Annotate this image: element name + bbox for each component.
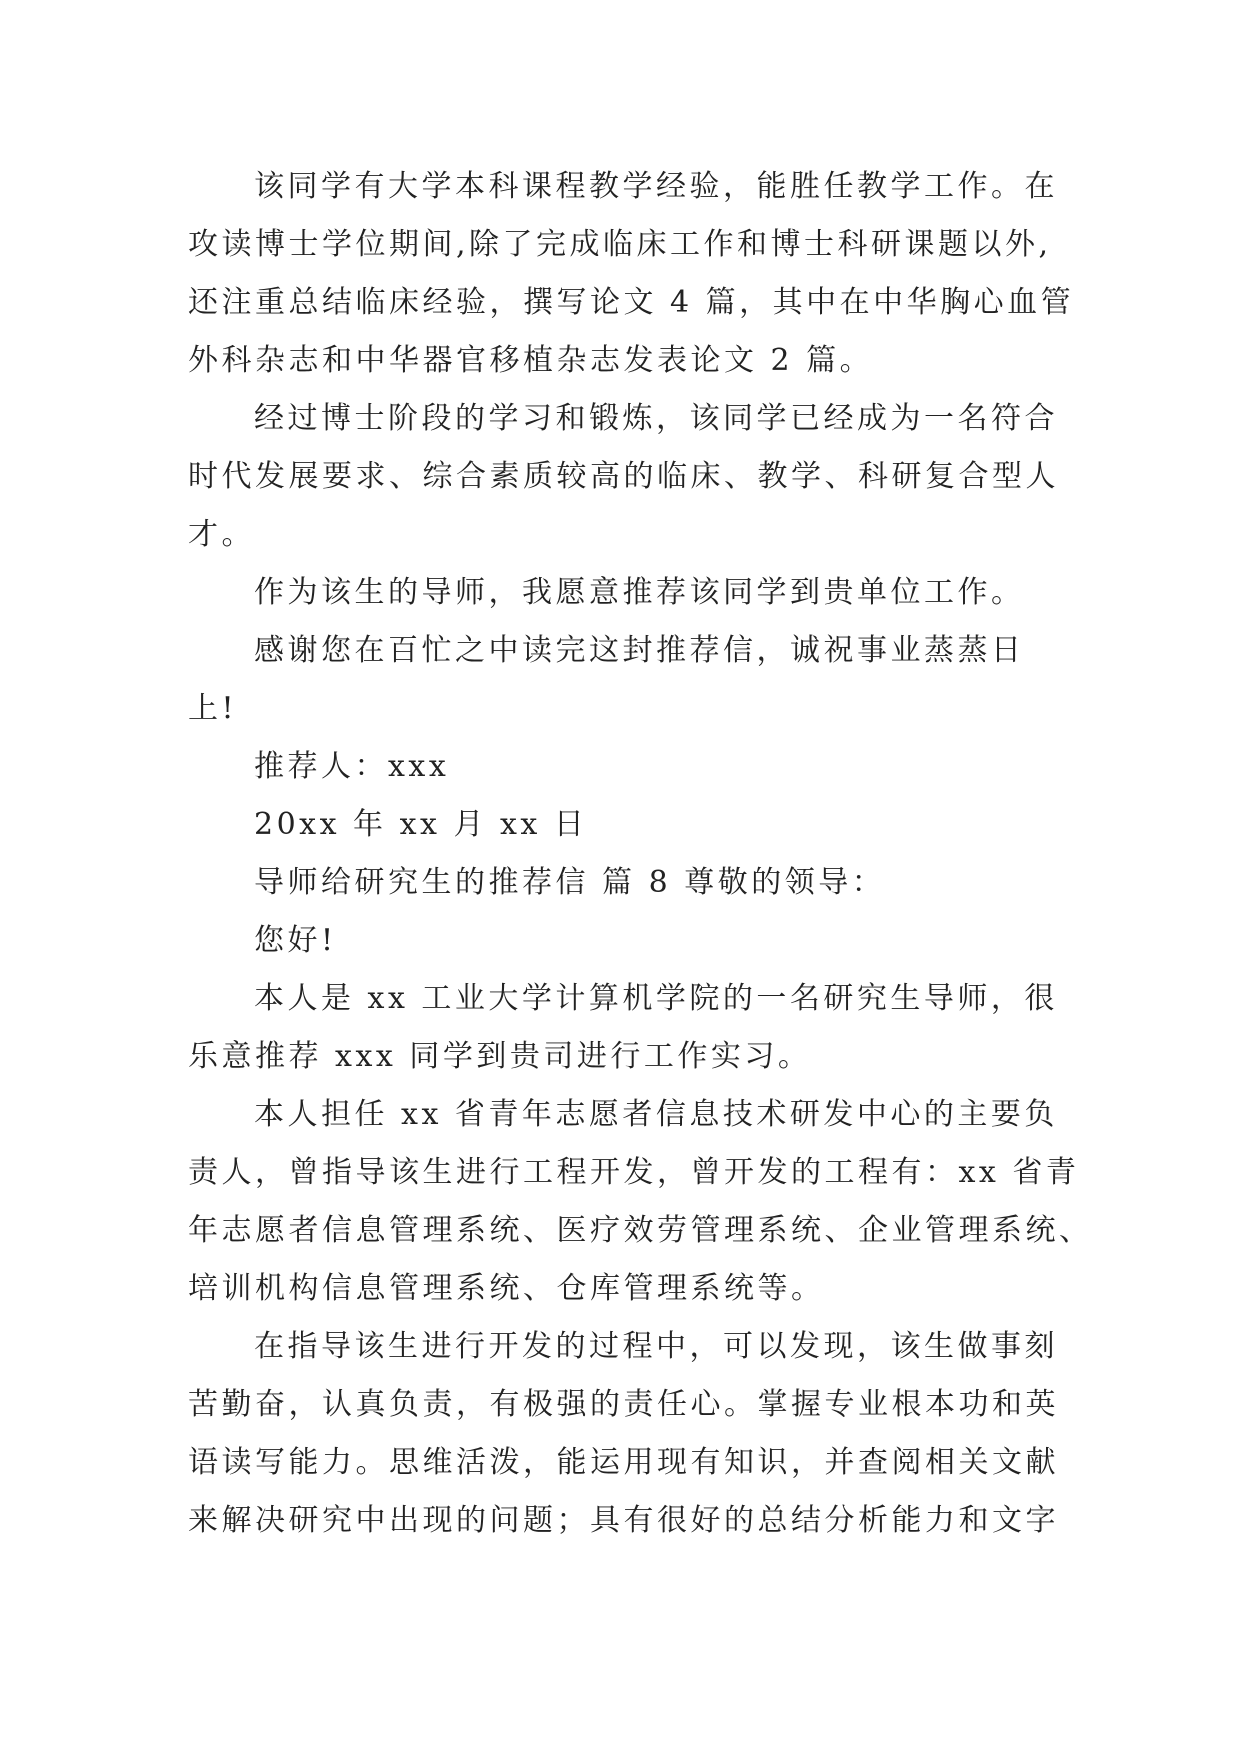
paragraph-line: 该同学有大学本科课程教学经验，能胜任教学工作。在 <box>254 169 1058 204</box>
paragraph-line: 本人担任 xx 省青年志愿者信息技术研发中心的主要负 <box>254 1097 1058 1132</box>
paragraph-line: 来解决研究中出现的问题；具有很好的总结分析能力和文字 <box>188 1503 1059 1538</box>
letter-body <box>188 158 1093 1550</box>
greeting-line: 您好! <box>254 923 337 958</box>
paragraph-line: 培训机构信息管理系统、仓库管理系统等。 <box>188 1271 825 1306</box>
paragraph-line: 本人是 xx 工业大学计算机学院的一名研究生导师，很 <box>254 981 1058 1016</box>
paragraph-line: 还注重总结临床经验，撰写论文 4 篇，其中在中华胸心血管 <box>188 285 1075 320</box>
paragraph-line: 语读写能力。思维活泼，能运用现有知识，并查阅相关文献 <box>188 1445 1059 1480</box>
paragraph-line: 责人，曾指导该生进行工程开发，曾开发的工程有：xx 省青 <box>188 1155 1080 1190</box>
paragraph-line: 时代发展要求、综合素质较高的临床、教学、科研复合型人 <box>188 459 1059 494</box>
paragraph-line: 攻读博士学位期间,除了完成临床工作和博士科研课题以外, <box>188 227 1052 262</box>
paragraph-line: 感谢您在百忙之中读完这封推荐信，诚祝事业蒸蒸日 <box>254 633 1025 668</box>
paragraph-line: 苦勤奋，认真负责，有极强的责任心。掌握专业根本功和英 <box>188 1387 1059 1422</box>
paragraph-line: 年志愿者信息管理系统、医疗效劳管理系统、企业管理系统、 <box>188 1213 1093 1248</box>
paragraph-line: 乐意推荐 xxx 同学到贵司进行工作实习。 <box>188 1039 812 1074</box>
section-heading: 导师给研究生的推荐信 篇 8 尊敬的领导： <box>254 865 886 900</box>
paragraph-line: 在指导该生进行开发的过程中，可以发现，该生做事刻 <box>254 1329 1058 1364</box>
date-line: 20xx 年 xx 月 xx 日 <box>254 807 588 842</box>
paragraph-line: 外科杂志和中华器官移植杂志发表论文 2 篇。 <box>188 343 874 378</box>
recommender-line: 推荐人：xxx <box>254 749 450 784</box>
paragraph-line: 上! <box>188 691 238 726</box>
paragraph-line: 作为该生的导师，我愿意推荐该同学到贵单位工作。 <box>254 575 1025 610</box>
paragraph-line: 经过博士阶段的学习和锻炼，该同学已经成为一名符合 <box>254 401 1058 436</box>
paragraph-line: 才。 <box>188 517 255 552</box>
